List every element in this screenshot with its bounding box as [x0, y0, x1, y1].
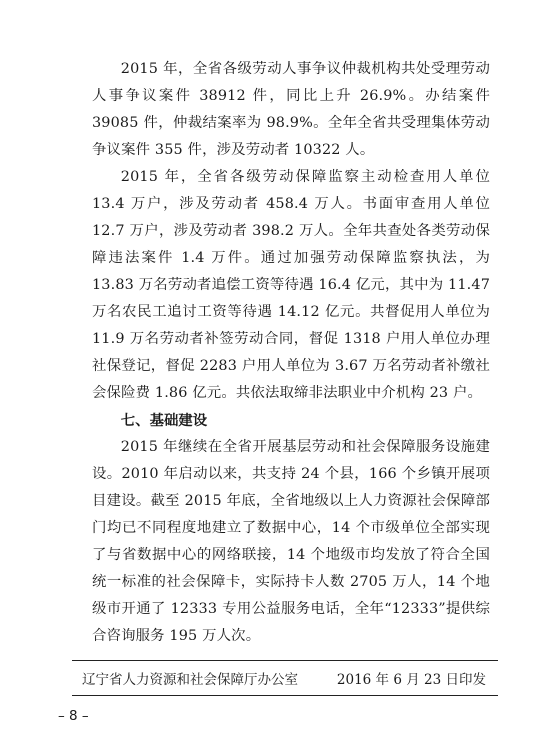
footer-row: [72, 661, 498, 695]
footer-issuer: 辽宁省人力资源和社会保障厅办公室: [82, 672, 298, 688]
body-text: [92, 56, 490, 650]
page-number: – 8 –: [58, 708, 89, 724]
paragraph-infrastructure: 2015 年继续在全省开展基层劳动和社会保障服务设施建设。2010 年启动以来，共支持 24 个县，166 个乡镇开展项目建设。截至 2015 年底，全省地级以上人力资源社会保障部门均已不同程度地建立了数据中心，14 个市级单位全部实现了与省数据中心的网络联接，14 个地级市均发放了符合全国统一标准的社会保障卡，实际持卡人数 2705 万人，14 个地级市开通了 12333 专用公益服务电话，全年“12333”提供综合咨询服务 195 万人次。: [92, 439, 490, 644]
footer: [72, 660, 498, 696]
footer-bottom-rule: [72, 695, 498, 696]
paragraph-labor-inspection: 2015 年，全省各级劳动保障监察主动检查用人单位 13.4 万户，涉及劳动者 458.4 万人。书面审查用人单位 12.7 万户，涉及劳动者 398.2 万人。全年共查处各类劳动保障违法案件 1.4 万件。通过加强劳动保障监察执法，为 13.83 万名劳动者追偿工资等待遇 16.4 亿元，其中为 11.47 万名农民工追讨工资等待遇 14.12 亿元。共督促用人单位为 11.9 万名劳动者补签劳动合同，督促 1318 户用人单位办理社保登记，督促 2283 户用人单位为 3.67 万名劳动者补缴社会保险费 1.86 亿元。共依法取缔非法职业中介机构 23 户。: [92, 169, 490, 401]
paragraph-arbitration: 2015 年，全省各级劳动人事争议仲裁机构共处受理劳动人事争议案件 38912 件，同比上升 26.9%。办结案件 39085 件，仲裁结案率为 98.9%。全年全省共受理集体劳动争议案件 355 件，涉及劳动者 10322 人。: [92, 61, 490, 158]
footer-date: 2016 年 6 月 23 日印发: [336, 672, 486, 688]
section-heading: 七、基础建设: [120, 412, 208, 429]
